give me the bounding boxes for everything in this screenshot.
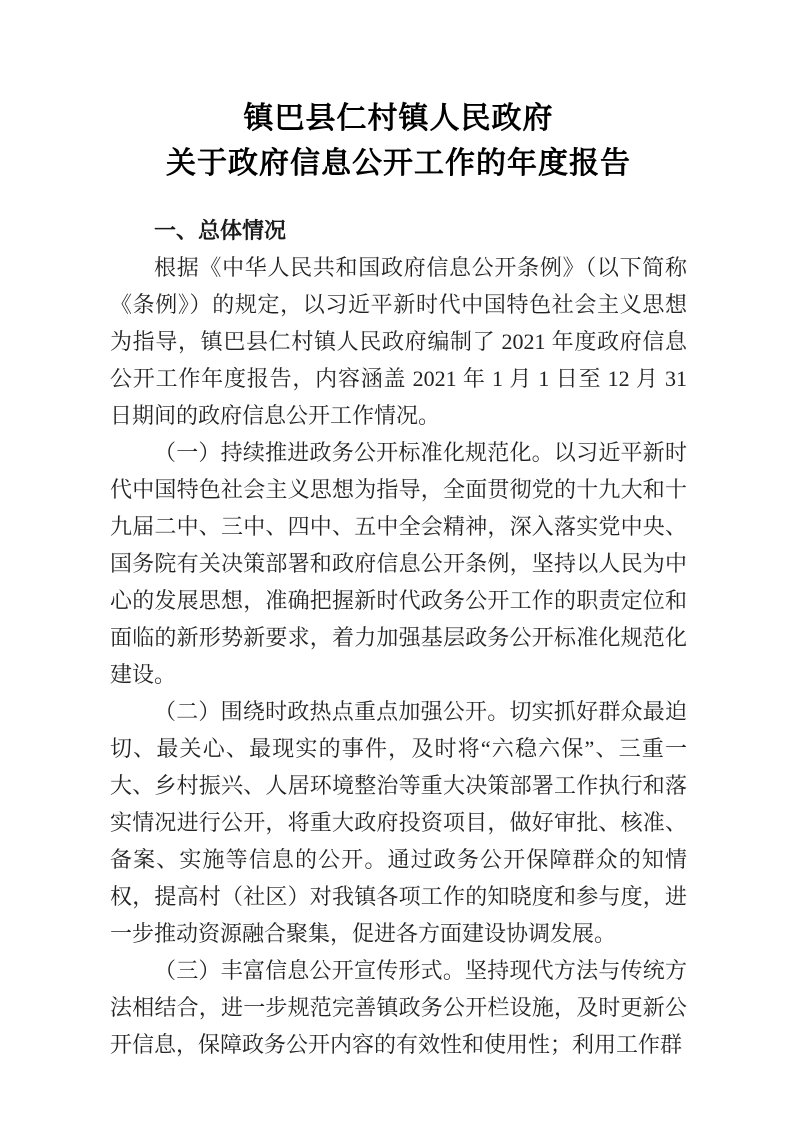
paragraph-item-3-publicity-forms: （三）丰富信息公开宣传形式。坚持现代方法与传统方法相结合，进一步规范完善镇政务公开栏设施，及时更新公开信息，保障政务公开内容的有效性和使用性；利用工作群 xyxy=(110,958,687,1057)
document-title-line-1: 镇巴县仁村镇人民政府 xyxy=(243,102,554,135)
section-heading-overall-situation: 一、总体情况 xyxy=(154,218,287,243)
paragraph-intro: 根据《中华人民共和国政府信息公开条例》（以下简称《条例》）的规定，以习近平新时代中国特色社会主义思想为指导，镇巴县仁村镇人民政府编制了 2021 年度政府信息公开工作年度报告，内容涵盖 2021 年 1 月 1 日至 12 月 31 日期间的政府信息公开工作情况。 xyxy=(110,255,687,428)
paragraph-item-2-hot-topics: （二）围绕时政热点重点加强公开。切实抓好群众最迫切、最关心、最现实的事件，及时将“六稳六保”、三重一大、乡村振兴、人居环境整治等重大决策部署工作执行和落实情况进行公开，将重大政府投资项目，做好审批、核准、备案、实施等信息的公开。通过政务公开保障群众的知情权，提高村（社区）对我镇各项工作的知晓度和参与度，进一步推动资源融合聚集，促进各方面建设协调发展。 xyxy=(110,699,687,946)
document-title-line-2: 关于政府信息公开工作的年度报告 xyxy=(166,147,631,180)
paragraph-item-1-standardization: （一）持续推进政务公开标准化规范化。以习近平新时代中国特色社会主义思想为指导，全面贯彻党的十九大和十九届二中、三中、四中、五中全会精神，深入落实党中央、国务院有关决策部署和政府信息公开条例，坚持以人民为中心的发展思想，准确把握新时代政务公开工作的职责定位和面临的新形势新要求，着力加强基层政务公开标准化规范化建设。 xyxy=(110,440,687,687)
document-title xyxy=(110,96,687,186)
